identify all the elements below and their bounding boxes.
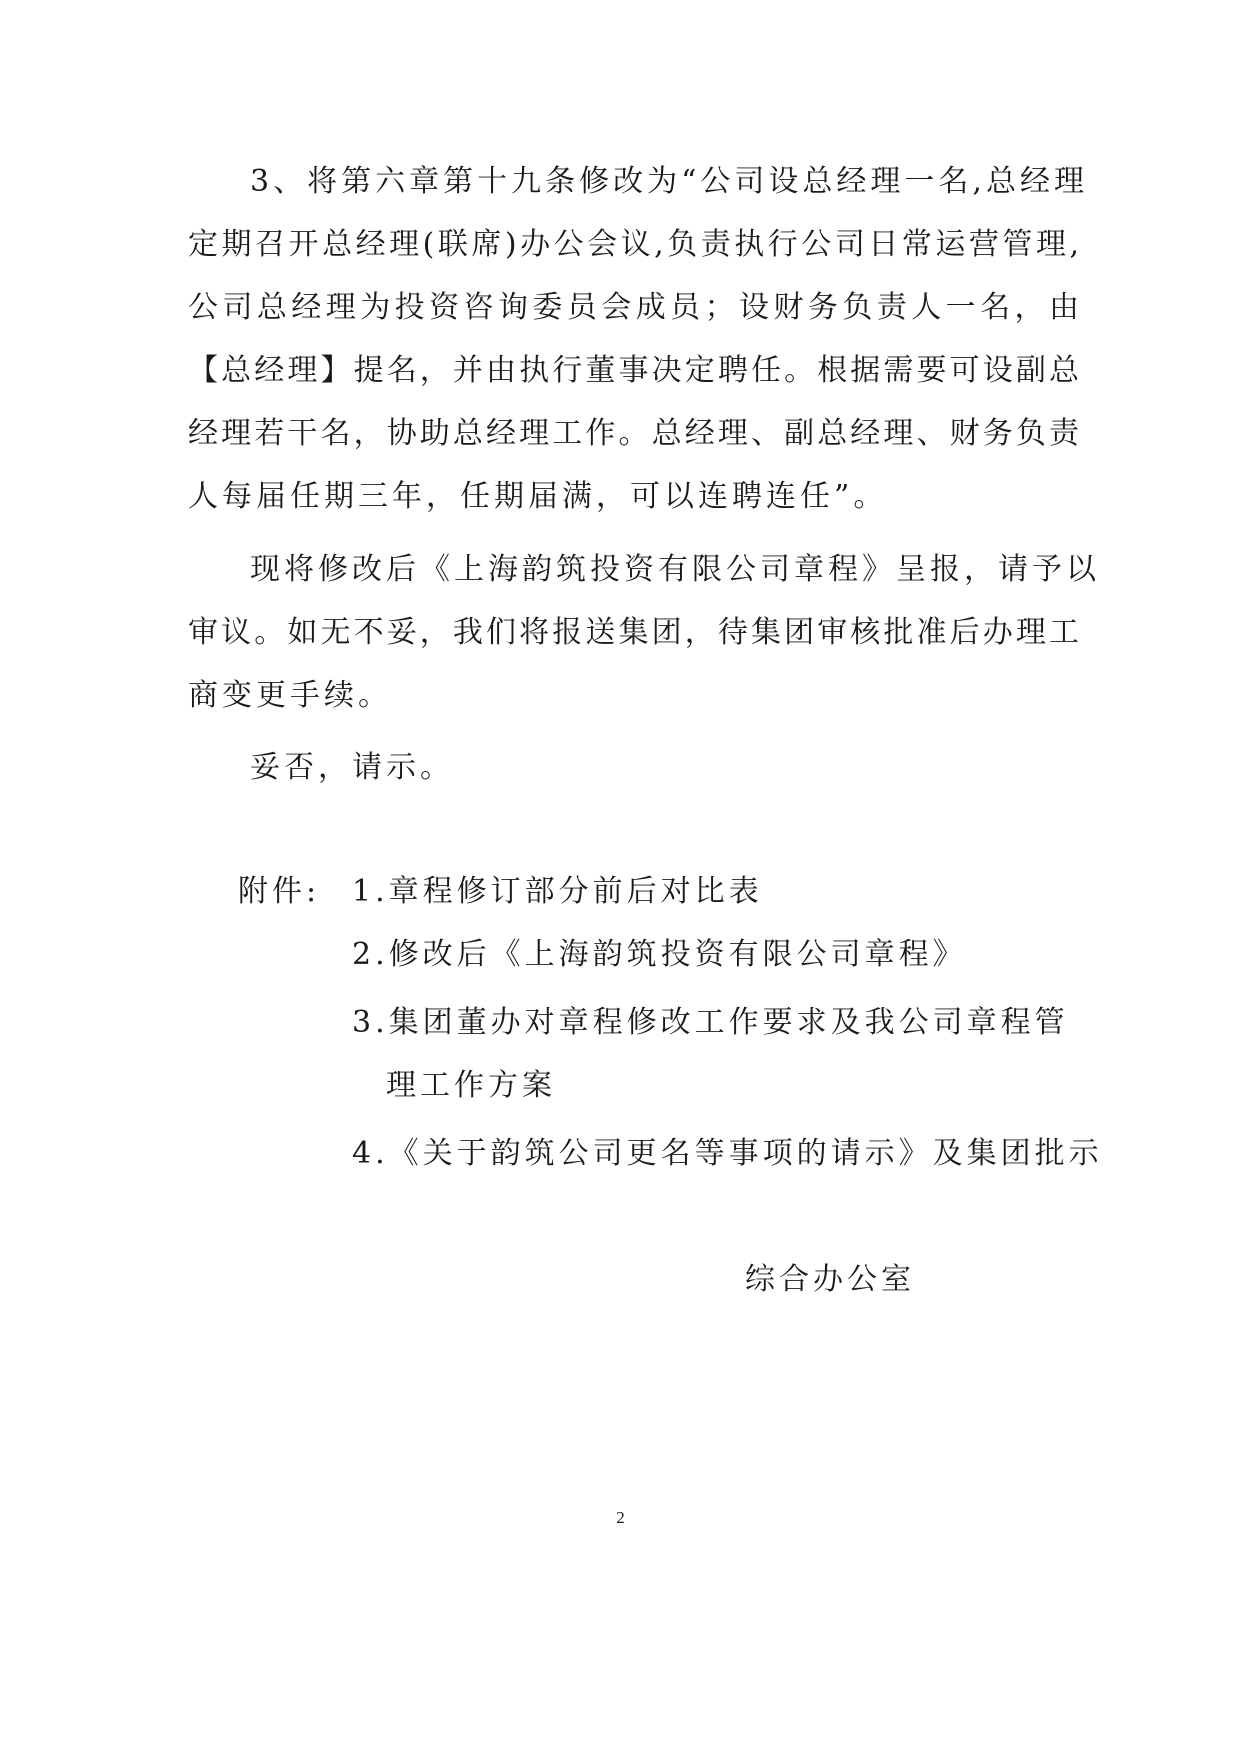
- attachment-item-3: 3.集团董办对章程修改工作要求及我公司章程管: [352, 1005, 1069, 1040]
- paragraph-2-line-3: 商变更手续。: [188, 678, 392, 713]
- paragraph-1-line-5: 经理若干名，协助总经理工作。总经理、副总经理、财务负责: [188, 416, 1079, 451]
- page-number: 2: [616, 1508, 625, 1527]
- paragraph-1-line-6: 人每届任期三年，任期届满，可以连聘连任”。: [188, 479, 888, 514]
- attachment-item-1: 1.章程修订部分前后对比表: [352, 874, 763, 909]
- paragraph-2-line-2: 审议。如无不妥，我们将报送集团，待集团审核批准后办理工: [188, 615, 1079, 650]
- attachment-item-3-continued: 理工作方案: [386, 1068, 556, 1103]
- attachment-item-4: 4.《关于韵筑公司更名等事项的请示》及集团批示: [352, 1136, 1103, 1171]
- paragraph-2-line-1: 现将修改后《上海韵筑投资有限公司章程》呈报，请予以: [250, 552, 1100, 587]
- attachment-item-2: 2.修改后《上海韵筑投资有限公司章程》: [352, 937, 967, 972]
- closing-request: 妥否，请示。: [250, 750, 454, 785]
- issuing-department: 综合办公室: [745, 1262, 915, 1297]
- paragraph-1-line-1: 3、将第六章第十九条修改为“公司设总经理一名,总经理: [250, 164, 1088, 199]
- attachments-label: 附件:: [238, 874, 321, 909]
- paragraph-1-line-4: 【总经理】提名，并由执行董事决定聘任。根据需要可设副总: [188, 353, 1079, 388]
- paragraph-1-line-2: 定期召开总经理(联席)办公会议,负责执行公司日常运营管理,: [188, 227, 1079, 262]
- paragraph-1-line-3: 公司总经理为投资咨询委员会成员；设财务负责人一名，由: [188, 290, 1079, 325]
